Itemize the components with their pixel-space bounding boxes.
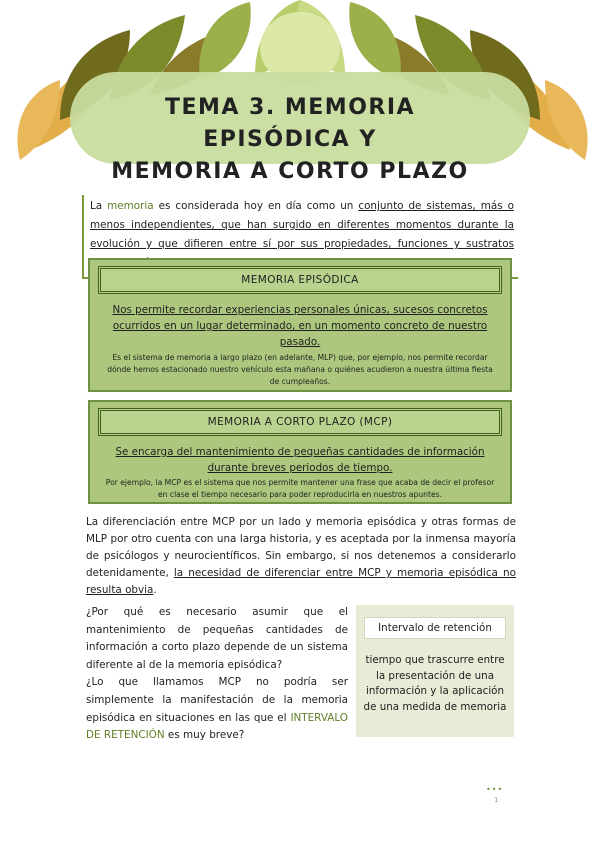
mcp-detail: Por ejemplo, la MCP es el sistema que nos permite mantener una frase que acaba de decir el profesor en clase el tiempo necesario para poder reproducirla en nuestros apuntes.: [105, 478, 495, 499]
episodic-detail: Es el sistema de memoria a largo plazo (en adelante, MLP) que, por ejemplo, nos permite recordar dónde hemos estacionado nuestro vehículo esta mañana o quiénes acudieron a nuestra última fiesta de cumpleaños.: [107, 353, 493, 386]
question-2-text-b: es muy breve?: [164, 729, 245, 742]
intro-text-1: La: [90, 200, 108, 212]
mcp-main-end: .: [389, 462, 393, 474]
question-1: ¿Por qué es necesario asumir que el mantenimiento de pequeñas cantidades de información a corto plazo depende de un sistema diferente al de la memoria episódica?: [86, 606, 348, 671]
side-box-body: tiempo que trascurre entre la presentación de una información y la aplicación de una medida de memoria: [363, 654, 507, 713]
mcp-main: Se encarga del mantenimiento de pequeñas cantidades de información durante breves periodos de tiempo: [115, 446, 485, 474]
main-paragraph: [86, 514, 516, 599]
question-2-text-a: ¿Lo que llamamos MCP no podría ser simplemente la manifestación de la memoria episódica en situaciones en las que el: [86, 676, 348, 724]
episodic-heading: MEMORIA EPISÓDICA: [98, 266, 502, 294]
page-number: 1: [494, 796, 499, 804]
memoria-term: memoria: [107, 200, 154, 212]
title-line-2: MEMORIA A CORTO PLAZO: [111, 159, 469, 184]
intro-definition: conjunto de sistemas, más o menos independientes, que han surgido en diferentes momentos durante la evolución y que difieren entre sí por sus propiedades, funciones y sustratos: [90, 200, 514, 250]
title-line-1: TEMA 3. MEMORIA EPISÓDICA Y: [164, 95, 416, 152]
episodic-main: Nos permite recordar experiencias personales únicas, sucesos concretos ocurridos en un lugar determinado, en un momento concreto de nuestro pasado: [112, 304, 488, 348]
episodic-definition: [90, 302, 510, 350]
para-end: .: [153, 584, 157, 596]
question-2: [86, 674, 348, 744]
retention-interval-term: INTERVALO DE RETENCIÓN: [86, 711, 348, 742]
para-underlined: la necesidad de diferenciar entre MCP y memoria episódica no resulta obvia: [86, 567, 516, 596]
mcp-heading: MEMORIA A CORTO PLAZO (MCP): [98, 408, 502, 436]
side-box-heading: Intervalo de retención: [364, 617, 506, 639]
episodic-memory-box: [88, 258, 512, 392]
page-title: [110, 92, 470, 188]
episodic-main-end: .: [316, 336, 321, 348]
intro-text-2: es considerada hoy en día como un: [153, 200, 359, 212]
retention-interval-box: [356, 605, 514, 737]
mcp-definition: [90, 444, 510, 476]
mcp-box: [88, 400, 512, 504]
header-decoration: [0, 0, 599, 184]
footer-dots: •••: [486, 785, 504, 794]
para-text: La diferenciación entre MCP por un lado y memoria episódica y otras formas de MLP por otro cuenta con una larga historia, y es aceptada por la inmensa mayoría de psicólogos y neurocientíficos. Sin embargo, si nos detenemos a considerarlo detenidamente,: [86, 516, 516, 579]
questions: [86, 604, 348, 745]
